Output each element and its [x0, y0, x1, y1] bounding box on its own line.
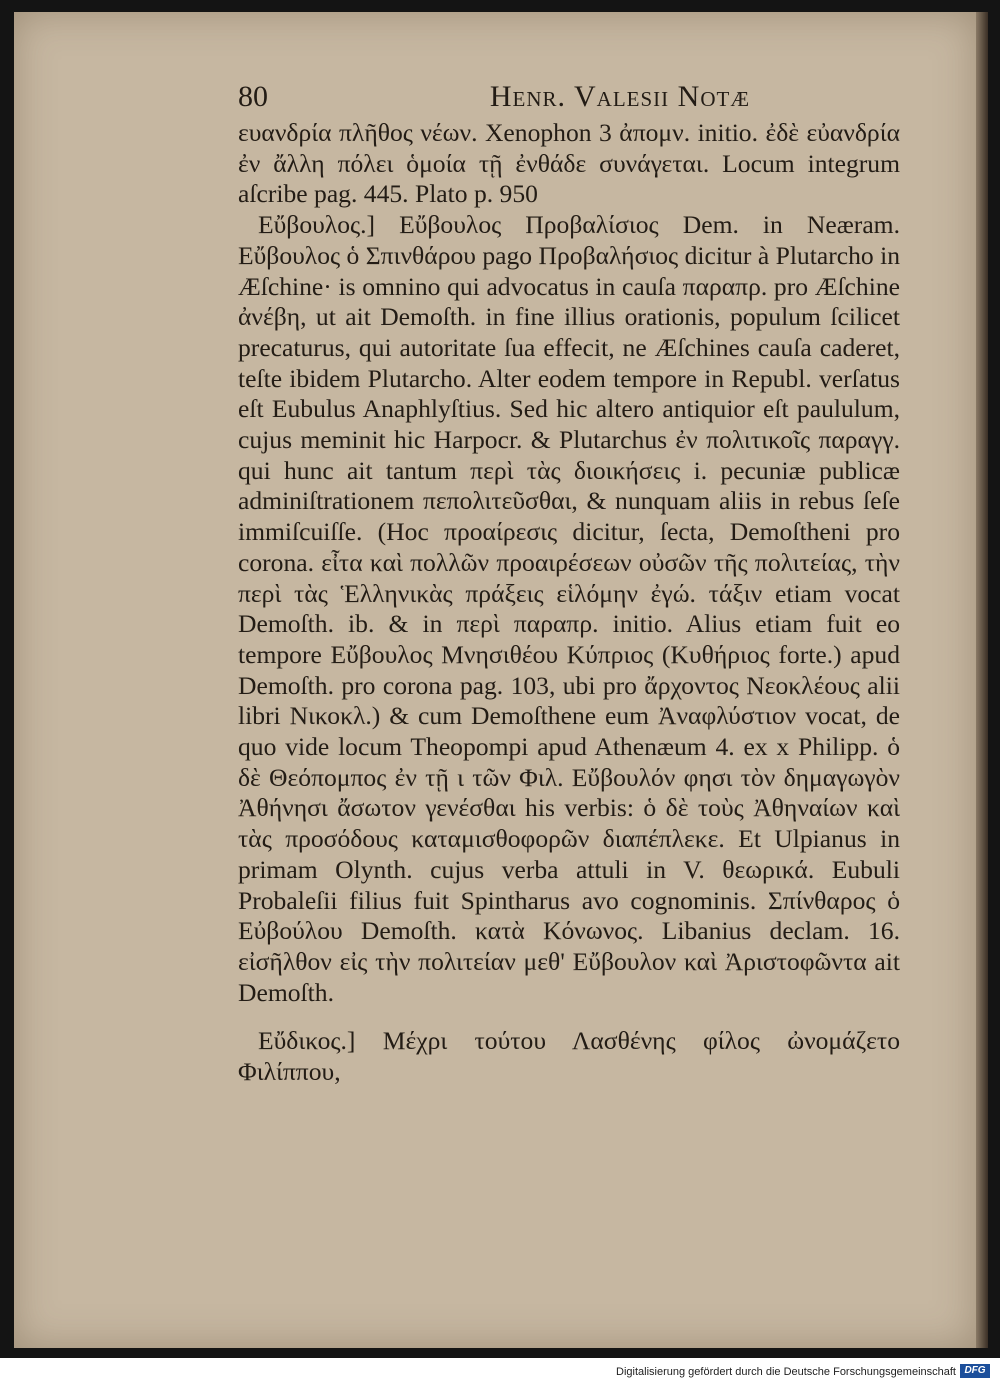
running-header [238, 80, 900, 114]
page-number: 80 [238, 80, 268, 113]
digitization-credit: Digitalisierung gefördert durch die Deutsche Forschungsgemeinschaft [616, 1366, 956, 1378]
dfg-logo: DFG [960, 1364, 990, 1378]
page-edge-shadow [976, 12, 988, 1348]
paragraph-gap [238, 1008, 900, 1026]
running-title: Henr. Valesii Notæ [489, 80, 750, 113]
page-text-block [238, 80, 900, 1088]
paragraph-1: ευανδρία πλῆθος νέων. Xenophon 3 ἀπομν. initio. ἐδὲ εὐανδρία ἐν ἄλλη πόλει ὁμοία τῇ ἐνθάδε συνάγεται. Locum integrum aſcribe pag. 445. Plato p. 950 [238, 118, 900, 209]
paragraph-eudicus: Εὔδικος.] Μέχρι τούτου Λασθένης φίλος ὠνομάζετο Φιλίππου, [238, 1026, 900, 1087]
paragraph-eubulus: Εὔβουλος.] Εὔβουλος Προβαλίσιος Dem. in Neæram. Εὔβουλος ὁ Σπινθάρου pago Προβαλήσιος dicitur à Plutarcho in Æſchine· is omnino qui advocatus in cauſa παραπρ. pro Æſchine ἀνέβη, ut ait Demoſth. in fine illius orationis, populum ſcilicet precaturus, qui autoritate ſua effecit, ne Æſchines cauſa caderet, teſte ibidem Plutarcho. Alter eodem tempore in Republ. verſatus eſt Eubulus Anaphlyſtius. Sed hic altero antiquior eſt paululum, cujus meminit hic Harpocr. & Plutarchus ἐν πολιτικοῖς παραγγ. qui hunc ait tantum περὶ τὰς διοικήσεις i. pecuniæ publicæ adminiſtrationem πεπολιτεῦσθαι, & nunquam aliis in rebus ſeſe immiſcuiſſe. (Hoc προαίρεσις dicitur, ſecta, Demoſtheni pro corona. εἶτα καὶ πολλῶν προαιρέσεων οὐσῶν τῆς πολιτείας, τὴν περὶ τὰς Ἑλληνικὰς πράξεις εἱλόμην ἐγώ. τάξιν etiam vocat Demoſth. ib. & in περὶ παραπρ. initio. Alius etiam fuit eo tempore Εὔβουλος Μνησιθέου Κύπριος (Κυθήριος forte.) apud Demoſth. pro corona pag. 103, ubi pro ἄρχοντος Νεοκλέους alii libri Νικοκλ.) & cum Demoſthene eum Ἀναφλύστιον vocat, de quo vide locum Theopompi apud Athenæum 4. ex x Philipp. ὁ δὲ Θεόπομπος ἐν τῇ ι τῶν Φιλ. Εὔβουλόν φησι τὸν δημαγωγὸν Ἀθήνησι ἄσωτον γενέσθαι his verbis: ὁ δὲ τοὺς Ἀθηναίων καὶ τὰς προσόδους καταμισθοφορῶν διαπέπλεκε. Et Ulpianus in primam Olynth. cujus verba attuli in V. θεωρικά. Eubuli Probaleſii filius fuit Spintharus avo cognominis. Σπίνθαρος ὁ Εὐβούλου Demoſth. κατὰ Κόνωνος. Libanius declam. 16. εἰσῆλθον εἰς τὴν πολιτείαν μεθ' Εὔβουλον καὶ Ἀριστοφῶντα ait Demoſth. [238, 210, 900, 1007]
